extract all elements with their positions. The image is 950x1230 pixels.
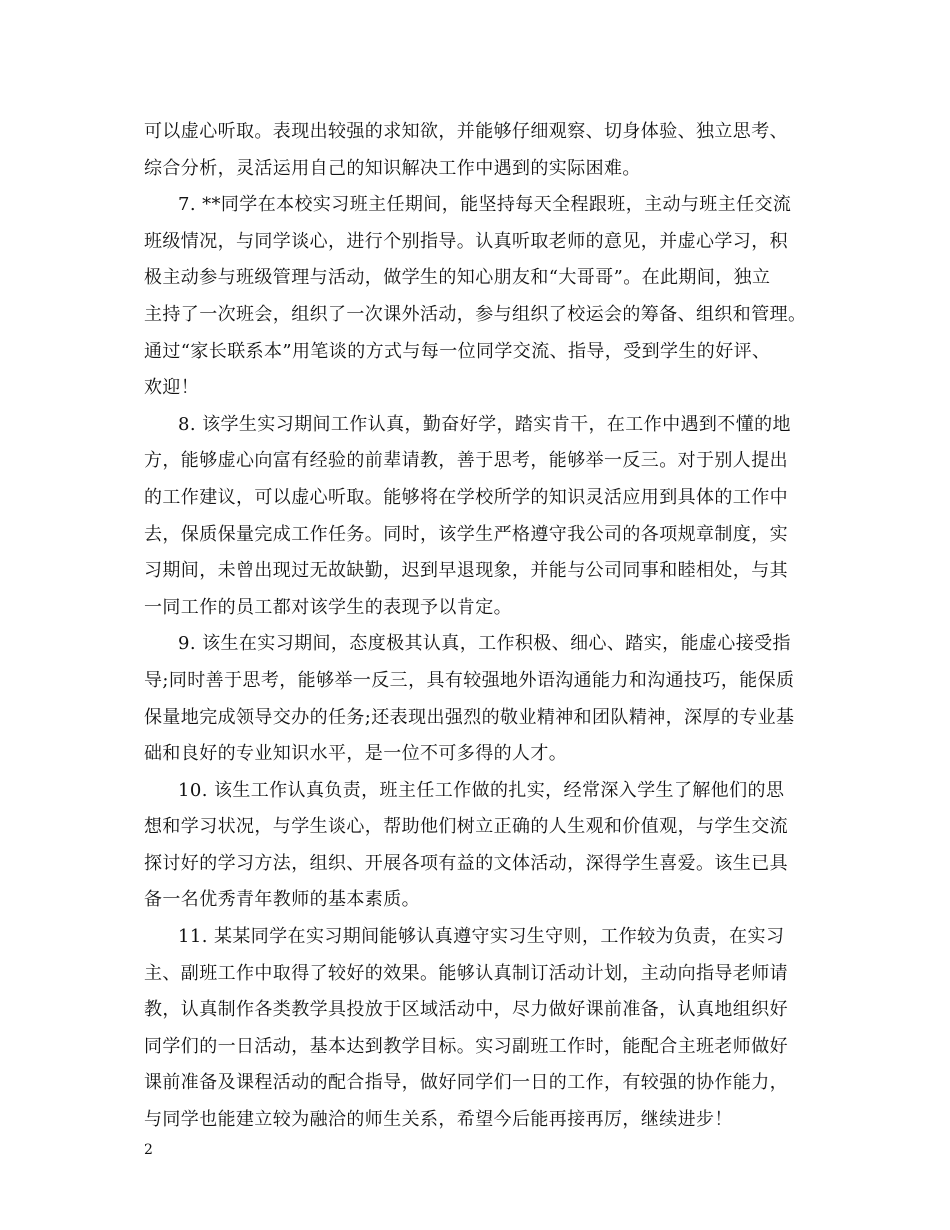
text-line: 主持了一次班会，组织了一次课外活动，参与组织了校运会的筹备、组织和管理。 — [144, 303, 807, 325]
text-line: 欢迎！ — [144, 377, 200, 399]
text-line: 课前准备及课程活动的配合指导，做好同学们一日的工作，有较强的协作能力， — [144, 1072, 788, 1094]
text-line: 10. 该生工作认真负责，班主任工作做的扎实，经常深入学生了解他们的思 — [178, 779, 785, 801]
text-line: 的工作建议，可以虚心听取。能够将在学校所学的知识灵活应用到具体的工作中 — [144, 486, 788, 508]
document-body — [144, 114, 812, 1139]
text-line: 方，能够虚心向富有经验的前辈请教，善于思考，能够举一反三。对于别人提出 — [144, 450, 788, 472]
text-line: 11. 某某同学在实习期间能够认真遵守实习生守则，工作较为负责，在实习 — [178, 926, 785, 948]
text-line: 7. **同学在本校实习班主任期间，能坚持每天全程跟班，主动与班主任交流 — [178, 194, 792, 216]
text-line: 备一名优秀青年教师的基本素质。 — [144, 889, 420, 911]
text-line: 保量地完成领导交办的任务;还表现出强烈的敬业精神和团队精神，深厚的专业基 — [144, 706, 795, 728]
text-line: 8. 该学生实习期间工作认真，勤奋好学，踏实肯干，在工作中遇到不懂的地 — [178, 413, 791, 435]
text-line: 与同学也能建立较为融洽的师生关系，希望今后能再接再厉，继续进步！ — [144, 1109, 733, 1131]
text-line: 一同工作的员工都对该学生的表现予以肯定。 — [144, 596, 512, 618]
text-line: 同学们的一日活动，基本达到教学目标。实习副班工作时，能配合主班老师做好 — [144, 1035, 788, 1057]
text-line: 极主动参与班级管理与活动，做学生的知心朋友和“大哥哥”。在此期间，独立 — [144, 267, 771, 289]
text-line: 探讨好的学习方法，组织、开展各项有益的文体活动，深得学生喜爱。该生已具 — [144, 852, 788, 874]
text-line: 通过“家长联系本”用笔谈的方式与每一位同学交流、指导，受到学生的好评、 — [144, 340, 771, 362]
text-line: 可以虚心听取。表现出较强的求知欲，并能够仔细观察、切身体验、独立思考、 — [144, 121, 788, 142]
text-line: 综合分析，灵活运用自己的知识解决工作中遇到的实际困难。 — [144, 157, 641, 179]
text-line: 教，认真制作各类教学具投放于区域活动中，尽力做好课前准备，认真地组织好 — [144, 999, 788, 1021]
text-line: 主、副班工作中取得了较好的效果。能够认真制订活动计划，主动向指导老师请 — [144, 962, 788, 984]
text-line: 想和学习状况，与学生谈心，帮助他们树立正确的人生观和价值观，与学生交流 — [144, 816, 788, 838]
page-number: 2 — [144, 1142, 153, 1158]
text-line: 班级情况，与同学谈心，进行个别指导。认真听取老师的意见，并虚心学习，积 — [144, 230, 788, 252]
text-line: 9. 该生在实习期间，态度极其认真，工作积极、细心、踏实，能虚心接受指 — [178, 633, 791, 655]
text-line: 础和良好的专业知识水平，是一位不可多得的人才。 — [144, 743, 568, 765]
text-line: 导;同时善于思考，能够举一反三，具有较强地外语沟通能力和沟通技巧，能保质 — [144, 669, 795, 691]
text-line: 去，保质保量完成工作任务。同时，该学生严格遵守我公司的各项规章制度，实 — [144, 523, 788, 545]
text-line: 习期间，未曾出现过无故缺勤，迟到早退现象，并能与公司同事和睦相处，与其 — [144, 560, 788, 582]
